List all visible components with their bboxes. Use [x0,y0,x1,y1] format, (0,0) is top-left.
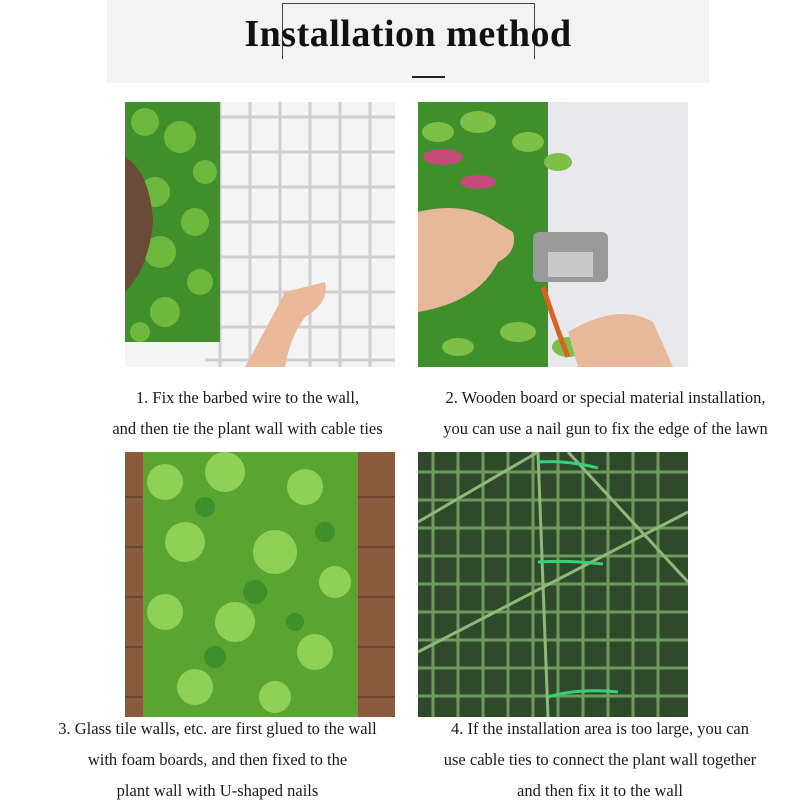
photo-step-1-wire-mesh [125,102,395,367]
caption-step-4-line-1: 4. If the installation area is too large, you can [451,719,749,738]
caption-step-4 [410,713,790,806]
caption-step-1 [75,382,420,444]
caption-step-2-line-1: 2. Wooden board or special material installation, [445,388,766,407]
caption-step-3 [30,713,405,806]
caption-step-4-line-2: use cable ties to connect the plant wall together [443,750,757,769]
page-title: Installation method [244,13,572,55]
caption-step-1-line-1: 1. Fix the barbed wire to the wall, [135,388,360,407]
photo-step-3-tile-wall [125,452,395,717]
title-underline [412,76,445,78]
caption-step-3-line-1: 3. Glass tile walls, etc. are first glued to the wall [58,719,377,738]
caption-step-2 [413,382,798,444]
caption-step-2-line-2: you can use a nail gun to fix the edge of the lawn [443,419,768,438]
caption-step-1-line-2: and then tie the plant wall with cable ties [112,419,383,438]
photo-step-4-cable-ties [418,452,688,717]
caption-step-3-line-2: with foam boards, and then fixed to the [87,750,348,769]
caption-step-4-line-3: and then fix it to the wall [517,781,683,800]
caption-step-3-line-3: plant wall with U-shaped nails [116,781,319,800]
photo-step-2-nail-gun [418,102,688,367]
